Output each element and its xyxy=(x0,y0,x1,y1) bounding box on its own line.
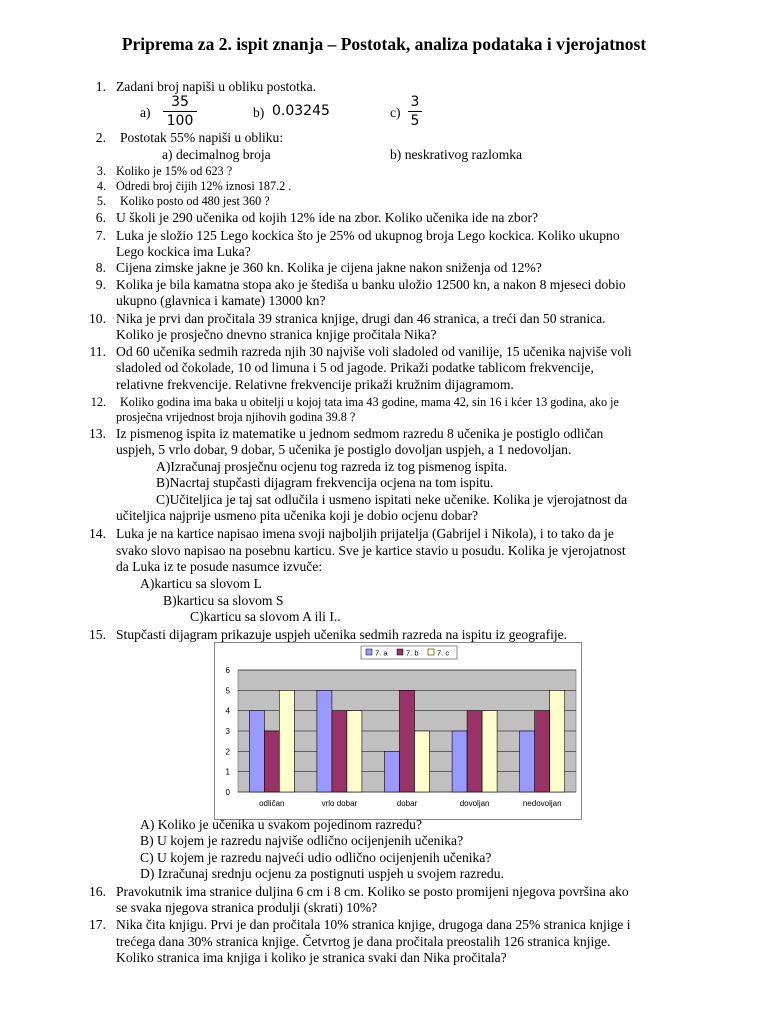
q11-line3: relativne frekvencije. Relativne frekvencije prikaži kružnim dijagramom. xyxy=(116,377,514,392)
q9-number: 9. xyxy=(95,277,106,292)
q11-line2: sladoled od čokolade, 10 od limuna i 5 od jagode. Prikaži podatke tablicom frekvencije, xyxy=(116,360,594,375)
y-tick-label: 1 xyxy=(225,767,230,777)
q10-number: 10. xyxy=(89,311,106,326)
legend-swatch xyxy=(428,649,434,655)
q13-b: B)Nacrtaj stupčasti dijagram frekvencija ocjena na tom ispitu. xyxy=(156,475,494,490)
q2-number: 2. xyxy=(95,130,106,145)
q14-b: B)karticu sa slovom S xyxy=(163,593,284,608)
bar xyxy=(332,711,347,792)
bar xyxy=(279,690,294,792)
q15-b: B) U kojem je razredu najviše odlično ocijenjenih učenika? xyxy=(140,833,464,848)
q1-c-numerator: 3 xyxy=(410,94,420,110)
bar xyxy=(264,731,279,792)
q15-a: A) Koliko je učenika u svakom pojedinom razredu? xyxy=(140,817,422,832)
q1-a-label: a) xyxy=(140,105,151,120)
bar xyxy=(347,711,362,792)
q13-line1: Iz pismenog ispita iz matematike u jednom sedmom razredu 8 učenika je postiglo odličan xyxy=(116,426,604,441)
q14-a: A)karticu sa slovom L xyxy=(140,576,262,591)
x-tick-label: vrlo dobar xyxy=(321,799,358,808)
q14-line3: da Luka iz te posude nasumce izvuče: xyxy=(116,559,323,574)
q13-a: A)Izračunaj prosječnu ocjenu tog razreda iz tog pismenog ispita. xyxy=(156,459,508,474)
y-tick-label: 6 xyxy=(225,666,230,675)
q13-c-line1: C)Učiteljica je taj sat odlučila i usmeno ispitati neke učenike. Kolika je vjerojatnost da xyxy=(156,492,628,507)
x-tick-label: dobar xyxy=(396,799,418,808)
q1-a-denominator: 100 xyxy=(166,113,194,129)
q1-a-numerator: 35 xyxy=(171,94,189,110)
bar-chart xyxy=(214,642,582,820)
q14-number: 14. xyxy=(89,526,106,541)
q5-text: Koliko posto od 480 jest 360 ? xyxy=(120,194,270,208)
q8-number: 8. xyxy=(95,260,106,275)
q15-d: D) Izračunaj srednju ocjenu za postignuti uspjeh u svojem razredu. xyxy=(140,866,504,881)
q9-line2: ukupno (glavnica i kamate) 13000 kn? xyxy=(116,293,326,308)
bar xyxy=(249,711,264,792)
q7-number: 7. xyxy=(95,228,106,243)
bar xyxy=(535,711,550,792)
q16-line2: se svaka njegova stranica produlji (skrati) 10%? xyxy=(116,900,378,915)
q1-b-label: b) xyxy=(253,105,265,120)
q1-text: Zadani broj napiši u obliku postotka. xyxy=(116,79,317,94)
q1-b-value: 0.03245 xyxy=(272,103,330,119)
bar xyxy=(415,731,430,792)
q1-c-denominator: 5 xyxy=(410,113,420,129)
q4-text: Odredi broj čijih 12% iznosi 187.2 . xyxy=(116,179,292,193)
q3-text: Koliko je 15% od 623 ? xyxy=(116,164,233,178)
q1-c-label: c) xyxy=(390,105,401,120)
q9-line1: Kolika je bila kamatna stopa ako je štediša u banku uložio 12500 kn, a nakon 8 mjeseci dobio xyxy=(116,277,626,292)
q4-number: 4. xyxy=(96,179,106,193)
q11-number: 11. xyxy=(89,344,106,359)
q15-c: C) U kojem je razredu najveći udio odlično ocijenjenih učenika? xyxy=(140,850,492,865)
y-tick-label: 3 xyxy=(225,727,230,736)
q1-a-fraction xyxy=(163,94,197,129)
q7-line1: Luka je složio 125 Lego kockica što je 25% od ukupnog broja Lego kockica. Koliko ukupno xyxy=(116,228,620,243)
bar xyxy=(520,731,535,792)
y-tick-label: 5 xyxy=(225,686,230,696)
bar xyxy=(467,711,482,792)
q14-c: C)karticu sa slovom A ili I.. xyxy=(190,609,341,624)
y-tick-label: 4 xyxy=(225,706,230,716)
bar xyxy=(385,751,400,792)
q6-text: U školi je 290 učenika od kojih 12% ide na zbor. Koliko učenika ide na zbor? xyxy=(116,210,539,225)
q10-line1: Nika je prvi dan pročitala 39 stranica knjige, drugi dan 46 stranica, a treći dan 50 stranica. xyxy=(116,311,606,326)
q14-line2: svako slovo napisao na posebnu karticu. Sve je kartice stavio u posudu. Kolika je vjerojatnost xyxy=(116,543,626,558)
q2-b: b) neskrativog razlomka xyxy=(390,147,523,162)
page-title: Priprema za 2. ispit znanja – Postotak, analiza podataka i vjerojatnost xyxy=(121,34,647,54)
q1-number: 1. xyxy=(95,79,106,94)
legend-swatch xyxy=(397,649,403,655)
q12-line1: Koliko godina ima baka u obitelji u kojoj tata ima 43 godine, mama 42, sin 16 i kćer 13 godina, ako je xyxy=(120,395,619,409)
legend-label: 7. a xyxy=(375,648,388,658)
legend-label: 7. b xyxy=(406,648,419,658)
q13-c-line2: učiteljica najprije usmeno pita učenika koji je dobio ocjenu dobar? xyxy=(116,508,478,523)
q2-text: Postotak 55% napiši u obliku: xyxy=(120,130,284,145)
q6-number: 6. xyxy=(95,210,106,225)
q2-a: a) decimalnog broja xyxy=(162,147,271,162)
bar xyxy=(400,690,415,792)
q16-line1: Pravokutnik ima stranice duljina 6 cm i 8 cm. Koliko se posto promijeni njegova površina ako xyxy=(116,884,629,899)
q16-number: 16. xyxy=(89,884,106,899)
q17-line3: Koliko stranica ima knjiga i koliko je stranica svaki dan Nika pročitala? xyxy=(116,950,507,965)
q7-line2: Lego kockica ima Luka? xyxy=(116,244,251,259)
fraction-bar xyxy=(408,111,422,112)
q11-line1: Od 60 učenika sedmih razreda njih 30 najviše voli sladoled od vanilije, 15 učenika najviše voli xyxy=(116,344,632,359)
q15-number: 15. xyxy=(89,627,106,642)
y-tick-label: 0 xyxy=(225,788,230,797)
legend-swatch xyxy=(366,649,372,655)
bar xyxy=(452,731,467,792)
q13-line2: uspjeh, 5 vrlo dobar, 9 dobar, 5 učenika je postiglo dovoljan uspjeh, a 1 nedovoljan. xyxy=(116,442,572,457)
y-tick-label: 2 xyxy=(225,747,230,757)
fraction-bar xyxy=(163,111,197,112)
x-tick-label: odličan xyxy=(259,799,285,808)
x-tick-label: dovoljan xyxy=(459,799,490,808)
bar xyxy=(482,711,497,792)
x-tick-label: nedovoljan xyxy=(522,799,562,808)
bar xyxy=(317,690,332,792)
q5-number: 5. xyxy=(96,194,106,208)
legend-label: 7. c xyxy=(437,648,450,658)
q10-line2: Koliko je prosječno dnevno stranica knjige pročitala Nika? xyxy=(116,327,437,342)
q17-line2: trećega dana 30% stranica knjige. Četvrtog je dana pročitala preostalih 126 stranica knjige. xyxy=(116,934,611,949)
q15-text: Stupčasti dijagram prikazuje uspjeh učenika sedmih razreda na ispitu iz geografije. xyxy=(116,627,568,642)
q12-number: 12. xyxy=(90,395,106,409)
q13-number: 13. xyxy=(89,426,106,441)
q17-line1: Nika čita knjigu. Prvi je dan pročitala 10% stranica knjige, drugoga dana 25% stranica knjige i xyxy=(116,917,631,932)
q1-c-fraction xyxy=(408,94,422,129)
q12-line2: prosječna vrijednost broja njihovih godina 39.8 ? xyxy=(116,410,356,424)
q14-line1: Luka je na kartice napisao imena svoji najboljih prijatelja (Gabrijel i Nikola), i to tako da je xyxy=(116,526,614,541)
bar xyxy=(550,690,565,792)
q17-number: 17. xyxy=(89,917,106,932)
q8-text: Cijena zimske jakne je 360 kn. Kolika je cijena jakne nakon sniženja od 12%? xyxy=(116,260,542,275)
q3-number: 3. xyxy=(96,164,106,178)
